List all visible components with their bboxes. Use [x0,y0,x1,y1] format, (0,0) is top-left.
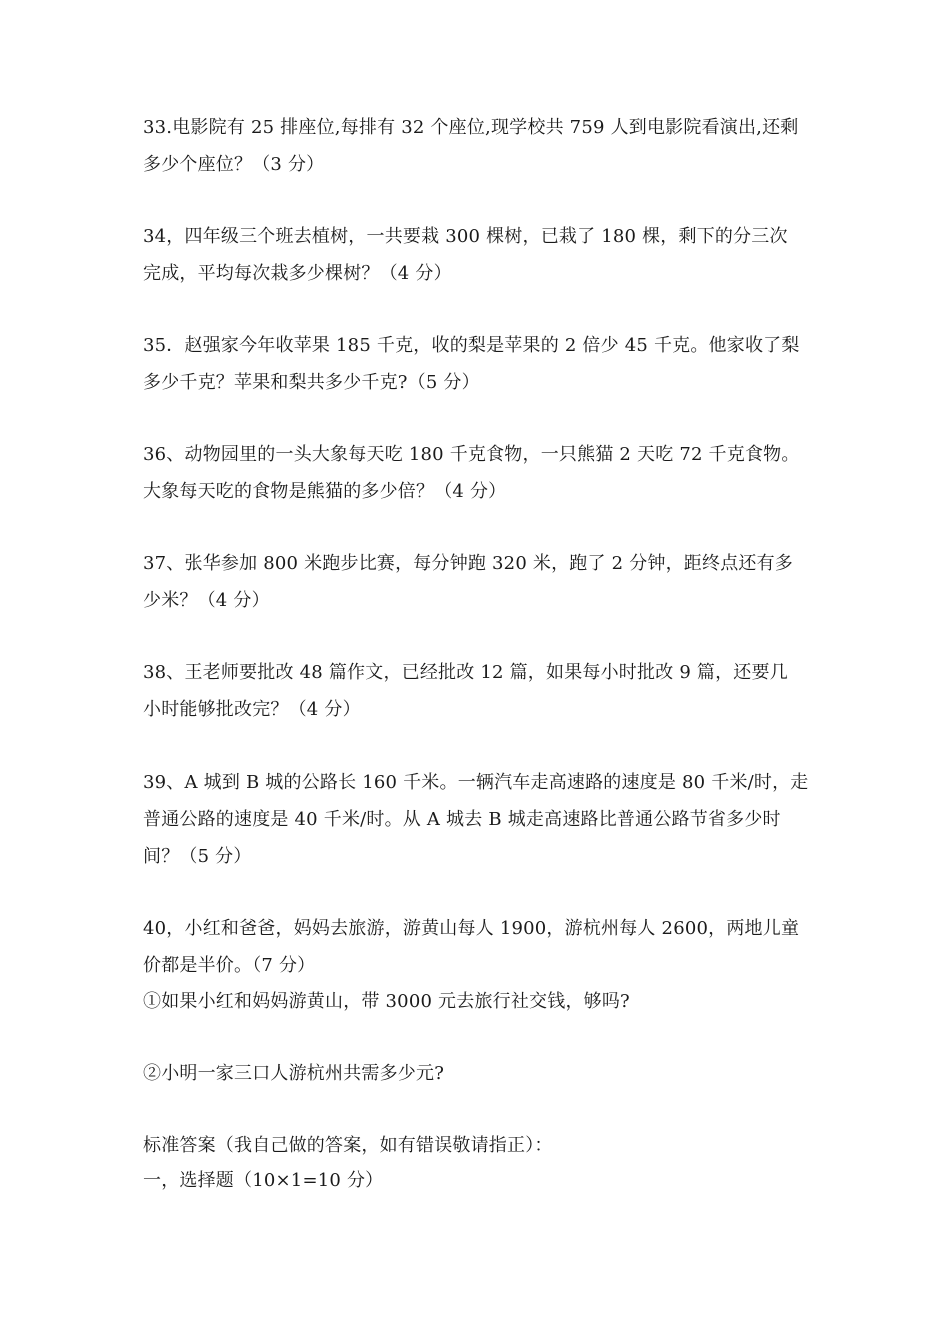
question-33-line-2: 多少个座位？（3 分） [143,154,325,175]
question-38-line-2: 小时能够批改完？（4 分） [143,699,361,720]
question-35-line-1: 35．赵强家今年收苹果 185 千克，收的梨是苹果的 2 倍少 45 千克。他家收了梨 [143,335,800,356]
question-38-line-1: 38、王老师要批改 48 篇作文，已经批改 12 篇，如果每小时批改 9 篇，还要几 [143,662,788,683]
question-36-line-2: 大象每天吃的食物是熊猫的多少倍？（4 分） [143,481,507,502]
question-39-line-3: 间？（5 分） [143,846,252,867]
question-40-subquestion-1: ①如果小红和妈妈游黄山，带 3000 元去旅行社交钱，够吗? [143,991,630,1012]
question-35-line-2: 多少千克？苹果和梨共多少千克?（5 分） [143,372,480,393]
question-39-line-1: 39、A 城到 B 城的公路长 160 千米。一辆汽车走高速路的速度是 80 千米/时，走 [143,772,809,793]
question-39-line-2: 普通公路的速度是 40 千米/时。从 A 城去 B 城走高速路比普通公路节省多少时 [143,809,781,830]
question-37-line-2: 少米？（4 分） [143,590,270,611]
answers-heading: 标准答案（我自己做的答案，如有错误敬请指正）： [143,1135,553,1156]
section-one-heading: 一，选择题（10×1=10 分） [143,1170,384,1191]
question-33-line-1: 33.电影院有 25 排座位,每排有 32 个座位,现学校共 759 人到电影院看演出,还剩 [143,117,799,138]
question-34-line-2: 完成，平均每次栽多少棵树？（4 分） [143,263,452,284]
question-37-line-1: 37、张华参加 800 米跑步比赛，每分钟跑 320 米，跑了 2 分钟，距终点还有多 [143,553,793,574]
question-34-line-1: 34，四年级三个班去植树，一共要栽 300 棵树，已栽了 180 棵，剩下的分三次 [143,226,788,247]
question-36-line-1: 36、动物园里的一头大象每天吃 180 千克食物，一只熊猫 2 天吃 72 千克食物。 [143,444,800,465]
question-40-subquestion-2: ②小明一家三口人游杭州共需多少元? [143,1063,445,1084]
question-40-line-2: 价都是半价。（7 分） [143,955,316,976]
question-40-line-1: 40，小红和爸爸，妈妈去旅游，游黄山每人 1900，游杭州每人 2600，两地儿童 [143,918,800,939]
